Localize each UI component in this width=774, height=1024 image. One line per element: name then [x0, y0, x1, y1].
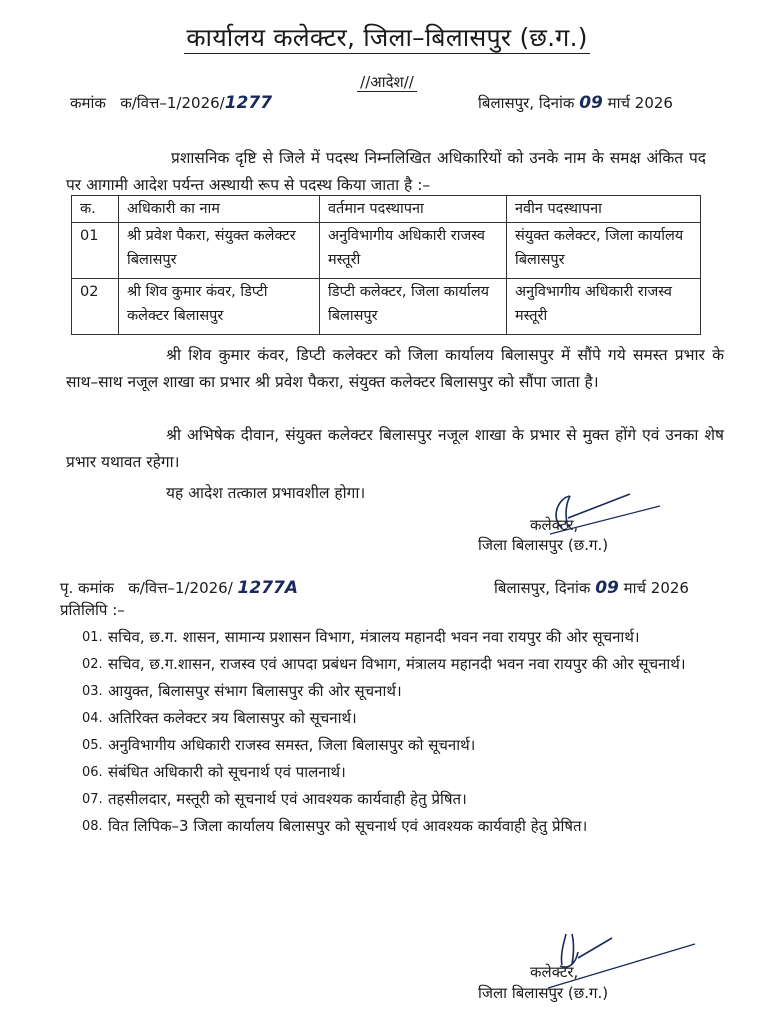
office-title: कार्यालय कलेक्टर, जिला–बिलासपुर (छ.ग.) [186, 23, 588, 52]
table-header-cell: क. [72, 196, 119, 223]
reference-handwritten: 1277 [224, 93, 273, 113]
date-day-handwritten: 09 [579, 93, 603, 113]
signature-1-office: जिला बिलासपुर (छ.ग.) [478, 536, 609, 554]
table-cell: डिप्टी कलेक्टर, जिला कार्यालय बिलासपुर [320, 279, 507, 335]
table-cell: अनुविभागीय अधिकारी राजस्व मस्तूरी [507, 279, 701, 335]
copy-label: प्रतिलिपि :– [60, 601, 125, 619]
table-header-cell: अधिकारी का नाम [119, 196, 320, 223]
endorsement-date-day: 09 [595, 578, 619, 598]
reference-number [70, 93, 272, 113]
endorsement-label: पृ. कमांक [60, 579, 114, 597]
table-header-cell: वर्तमान पदस्थापना [320, 196, 507, 223]
endorsement-handwritten: 1277A [237, 578, 299, 598]
table-cell: श्री प्रवेश पैकरा, संयुक्त कलेक्टर बिलासपुर [119, 223, 320, 279]
table-row [72, 279, 701, 335]
list-item: 05. अनुविभागीय अधिकारी राजस्व समस्त, जिला बिलासपुर को सूचनार्थ। [82, 736, 476, 754]
date-month-year: मार्च 2026 [607, 94, 673, 112]
intro-paragraph: प्रशासनिक दृष्टि से जिले में पदस्थ निम्नलिखित अधिकारियों को उनके नाम के समक्ष अंकित पद पर आगामी आदेश पर्यन्त अस्थायी रूप से पदस्थ किया जाता है :– [66, 149, 706, 194]
list-item: 06. संबंधित अधिकारी को सूचनार्थ एवं पालनार्थ। [82, 763, 346, 781]
table-cell: श्री शिव कुमार कंवर, डिप्टी कलेक्टर बिलासपुर [119, 279, 320, 335]
signature-1-designation: कलेक्टर, [530, 516, 579, 534]
endorsement-date-month-year: मार्च 2026 [623, 579, 689, 597]
endorsement-date-prefix: बिलासपुर, दिनांक [494, 579, 591, 597]
body-paragraph-3: यह आदेश तत्काल प्रभावशील होगा। [166, 484, 366, 502]
signature-2-office: जिला बिलासपुर (छ.ग.) [478, 984, 609, 1002]
table-row [72, 223, 701, 279]
table-header-cell: नवीन पदस्थापना [507, 196, 701, 223]
list-item: 04. अतिरिक्त कलेक्टर त्रय बिलासपुर को सूचनार्थ। [82, 709, 357, 727]
list-item: 08. वित लिपिक–3 जिला कार्यालय बिलासपुर को सूचनार्थ एवं आवश्यक कार्यवाही हेतु प्रेषित। [82, 817, 588, 835]
body-paragraph-2: श्री अभिषेक दीवान, संयुक्त कलेक्टर बिलासपुर नजूल शाखा के प्रभार से मुक्त होंगे एवं उनका शेष प्रभार यथावत रहेगा। [66, 426, 724, 471]
list-item: 07. तहसीलदार, मस्तूरी को सूचनार्थ एवं आवश्यक कार्यवाही हेतु प्रेषित। [82, 790, 467, 808]
list-item: 02. सचिव, छ.ग.शासन, राजस्व एवं आपदा प्रबंधन विभाग, मंत्रालय महानदी भवन नवा रायपुर की ओर सूचनार्थ। [82, 655, 686, 673]
order-heading: //आदेश// [0, 72, 774, 92]
date-prefix: बिलासपुर, दिनांक [478, 94, 575, 112]
endorsement-typed: क/वित्त–1/2026/ [128, 579, 233, 597]
endorsement-date [494, 578, 689, 598]
list-item: 01. सचिव, छ.ग. शासन, सामान्य प्रशासन विभाग, मंत्रालय महानदी भवन नवा रायपुर की ओर सूचनार्थ। [82, 628, 640, 646]
table-cell: संयुक्त कलेक्टर, जिला कार्यालय बिलासपुर [507, 223, 701, 279]
reference-date [478, 93, 673, 113]
body-paragraph-1: श्री शिव कुमार कंवर, डिप्टी कलेक्टर को जिला कार्यालय बिलासपुर में सौंपे गये समस्त प्रभार के साथ–साथ नजूल शाखा का प्रभार श्री प्रवेश पैकरा, संयुक्त कलेक्टर बिलासपुर को सौंपा जाता है। [66, 346, 724, 391]
reference-typed: क/वित्त–1/2026/ [120, 94, 225, 112]
reference-label: कमांक [70, 94, 106, 112]
table-cell: 01 [72, 223, 119, 279]
table-header-row [72, 196, 701, 223]
copy-list [82, 624, 727, 840]
endorsement-number [60, 578, 298, 598]
table-cell: अनुविभागीय अधिकारी राजस्व मस्तूरी [320, 223, 507, 279]
list-item: 03. आयुक्त, बिलासपुर संभाग बिलासपुर की ओर सूचनार्थ। [82, 682, 402, 700]
table-cell: 02 [72, 279, 119, 335]
posting-table [71, 195, 701, 335]
signature-2-designation: कलेक्टर, [530, 963, 579, 981]
